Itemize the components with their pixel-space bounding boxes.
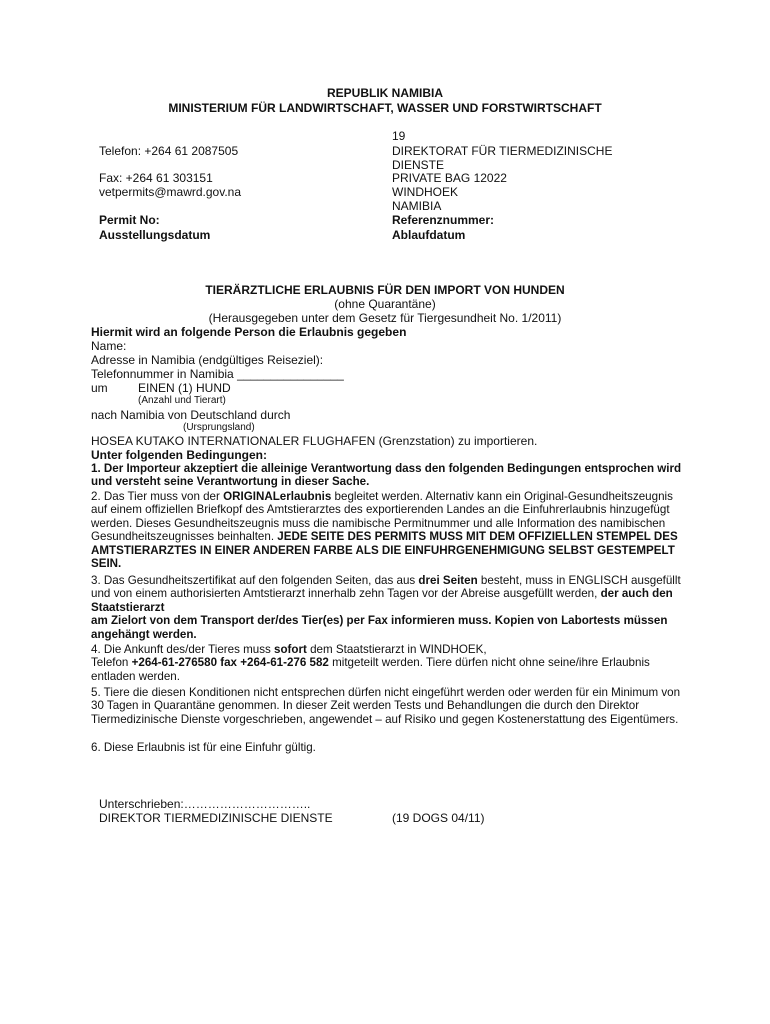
um-label: um [91, 381, 108, 395]
animal-count: EINEN (1) HUND [138, 381, 231, 395]
condition-6: 6. Diese Erlaubnis ist für eine Einfuhr gültig. [91, 741, 316, 754]
address-line2: DIENSTE [392, 158, 445, 172]
phone-field-label: Telefonnummer in Namibia ________________ [91, 367, 344, 381]
condition-2 [91, 490, 691, 570]
director-title: DIREKTOR TIERMEDIZINISCHE DIENSTE [99, 811, 333, 825]
condition-3-text-c: besteht, muss in ENGLISCH ausgefüllt und von einem authorisierten Amtstierarzt innerhalb zehn Tagen vor der Abreise ausgefüllt werden, [91, 574, 681, 601]
condition-4-emphasis: sofort [274, 643, 307, 656]
address-field-label: Adresse in Namibia (endgültiges Reiseziel): [91, 353, 324, 367]
condition-3-emphasis-3: am Zielort von dem Transport der/des Tier(es) per Fax informieren muss. Kopien von Labortests müssen angehängt werden. [91, 614, 668, 641]
condition-1: 1. Der Importeur akzeptiert die alleinige Verantwortung dass den folgenden Bedingungen entsprochen wird und versteht seine Verantwortung in dieser Sache. [91, 462, 682, 489]
document-code: (19 DOGS 04/11) [392, 811, 485, 825]
ministry-heading: MINISTERIUM FÜR LANDWIRTSCHAFT, WASSER UND FORSTWIRTSCHAFT [168, 101, 602, 115]
country-heading: REPUBLIK NAMIBIA [327, 86, 443, 100]
grant-statement: Hiermit wird an folgende Person die Erlaubnis gegeben [91, 325, 407, 339]
condition-4-text-a: 4. Die Ankunft des/der Tieres muss [91, 643, 275, 656]
border-station-line: HOSEA KUTAKO INTERNATIONALER FLUGHAFEN (Grenzstation) zu importieren. [91, 434, 538, 448]
address-number: 19 [392, 129, 406, 143]
signature-line: Unterschrieben:………………………….. [99, 797, 311, 811]
email-line: vetpermits@mawrd.gov.na [99, 185, 242, 199]
condition-3 [91, 574, 691, 641]
condition-3-text-a: 3. Das Gesundheitszertifikat auf den folgenden Seiten, das aus [91, 574, 419, 587]
phone-line: Telefon: +264 61 2087505 [99, 144, 239, 158]
address-line3: PRIVATE BAG 12022 [392, 171, 507, 185]
expiry-label: Ablaufdatum [392, 228, 466, 242]
condition-3-emphasis-2: der auch den Staatstierarzt [91, 587, 673, 614]
origin-line: nach Namibia von Deutschland durch [91, 408, 291, 422]
condition-2-stamp-requirement: JEDE SEITE DES PERMITS MUSS MIT DEM OFFIZIELLEN STEMPEL DES AMTSTIERARZTES IN EINER ANDEREN FARBE ALS DIE EINFUHRGENEHMIGUNG SELBST GESTEMPELT SEIN. [91, 530, 678, 571]
reference-label: Referenznummer: [392, 213, 495, 227]
condition-4-text-f: mitgeteilt werden. Tiere dürfen nicht ohne seine/ihre Erlaubnis entladen werden. [91, 656, 650, 683]
document-subtitle-2: (Herausgegeben unter dem Gesetz für Tiergesundheit No. 1/2011) [208, 311, 562, 325]
document-title: TIERÄRZTLICHE ERLAUBNIS FÜR DEN IMPORT VON HUNDEN [205, 283, 565, 297]
condition-2-text-c: begleitet werden. Alternativ kann ein Original-Gesundheitszeugnis auf einem offiziellen Briefkopf des Amtstierarztes des exportierenden Landes an die Einfuhrerlaubnis hinzugefügt werden. Dieses Gesundheitszeugnis muss die namibische Permitnummer und alle Information des namibischen Gesundheitszeugnisses beinhalten. [91, 490, 673, 544]
condition-4 [91, 643, 691, 683]
permit-no-label: Permit No: [99, 213, 160, 227]
conditions-heading: Unter folgenden Bedingungen: [91, 448, 267, 462]
condition-2-text-a: 2. Das Tier muss von der [91, 490, 224, 503]
address-line4: WINDHOEK [392, 185, 458, 199]
condition-5: 5. Tiere die diesen Konditionen nicht entsprechen dürfen nicht eingeführt werden oder werden für ein Minimum von 30 Tagen in Quarantäne genommen. In dieser Zeit werden Tests und Behandlungen die durch den Direktor Tiermedizinische Dienste vorgeschrieben, angewendet – auf Risiko und gegen Kostenerstattung des Eigentümers. [91, 686, 681, 726]
origin-note: (Ursprungsland) [183, 422, 255, 433]
condition-4-text-d: Telefon [91, 656, 132, 670]
condition-4-contact-numbers: +264-61-276580 fax +264-61-276 582 [131, 656, 329, 670]
animal-count-note: (Anzahl und Tierart) [138, 395, 226, 406]
address-line1: DIREKTORAT FÜR TIERMEDIZINISCHE [392, 144, 613, 158]
document-subtitle-1: (ohne Quarantäne) [334, 297, 436, 311]
condition-3-emphasis: drei Seiten [418, 574, 478, 587]
fax-line: Fax: +264 61 303151 [99, 171, 213, 185]
address-line5: NAMIBIA [392, 199, 442, 213]
name-field-label: Name: [91, 339, 127, 353]
condition-2-emphasis: ORIGINALerlaubnis [223, 490, 332, 503]
condition-4-text-c: dem Staatstierarzt in WINDHOEK, [306, 643, 487, 656]
issue-date-label: Ausstellungsdatum [99, 228, 211, 242]
